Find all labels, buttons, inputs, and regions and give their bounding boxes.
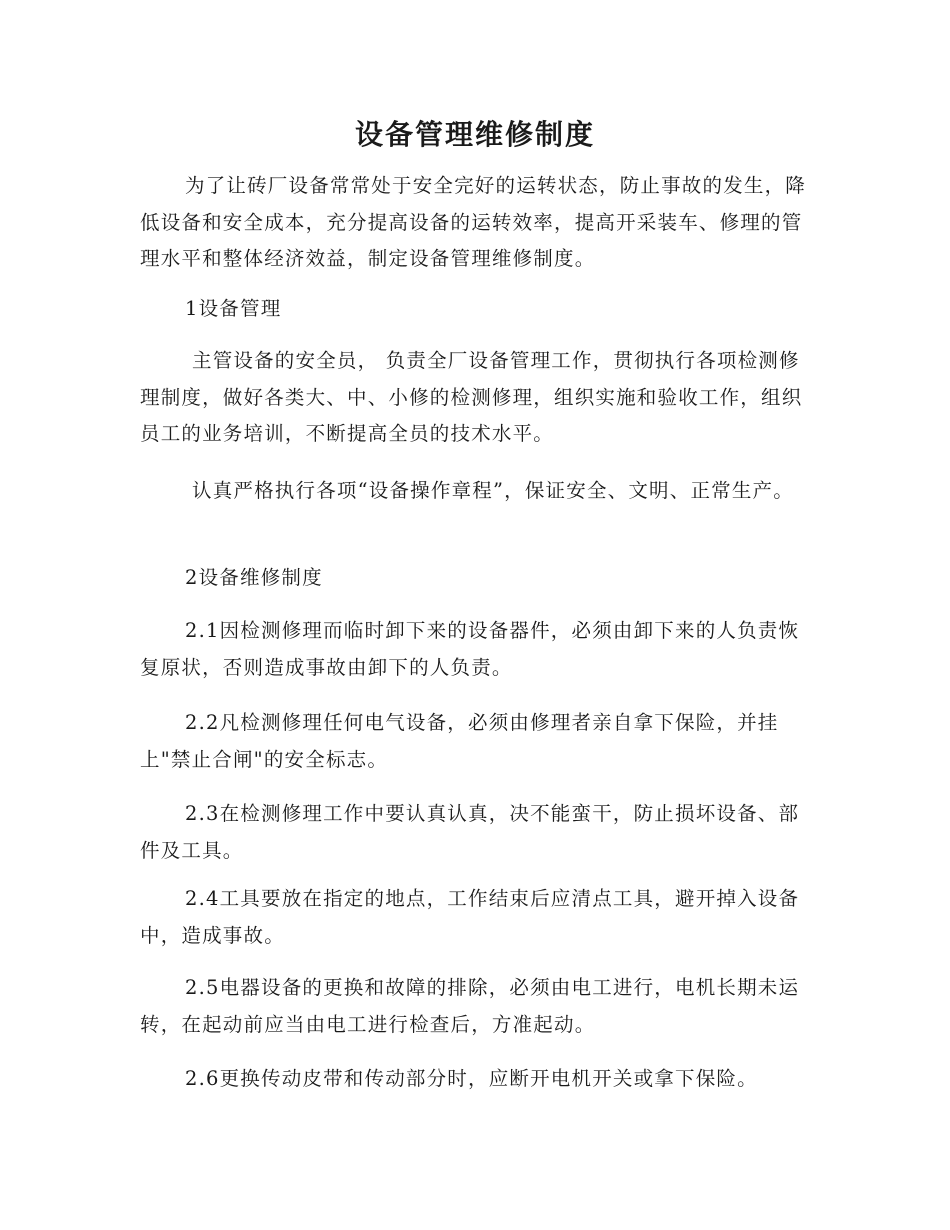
rule-2-2: 2.2凡检测修理任何电气设备，必须由修理者亲自拿下保险，并挂上"禁止合闸"的安全标志。 [140, 711, 779, 771]
intro-paragraph: 为了让砖厂设备常常处于安全完好的运转状态，防止事故的发生，降低设备和安全成本，充分提高设备的运转效率，提高开采装车、修理的管理水平和整体经济效益，制定设备管理维修制度。 [140, 174, 807, 270]
section-1-paragraph-2: 认真严格执行各项“设备操作章程”，保证安全、文明、正常生产。 [192, 479, 794, 502]
section-1-heading: 1设备管理 [185, 297, 282, 320]
section-2-heading: 2设备维修制度 [185, 566, 323, 589]
rule-2-6: 2.6更换传动皮带和传动部分时，应断开电机开关或拿下保险。 [185, 1067, 758, 1090]
rule-2-1: 2.1因检测修理而临时卸下来的设备器件，必须由卸下来的人负责恢复原状，否则造成事故由卸下的人负责。 [140, 619, 800, 679]
document-title: 设备管理维修制度 [354, 118, 595, 151]
rule-2-3: 2.3在检测修理工作中要认真认真，决不能蛮干，防止损坏设备、部件及工具。 [140, 802, 800, 862]
rule-2-4: 2.4工具要放在指定的地点，工作结束后应清点工具，避开掉入设备中，造成事故。 [140, 887, 800, 947]
rule-2-5: 2.5电器设备的更换和故障的排除，必须由电工进行，电机长期未运转，在起动前应当由电工进行检查后，方准起动。 [140, 976, 800, 1036]
section-1-paragraph-1: 主管设备的安全员， 负责全厂设备管理工作，贯彻执行各项检测修理制度，做好各类大、中、小修的检测修理，组织实施和验收工作，组织员工的业务培训，不断提高全员的技术水平。 [140, 349, 803, 445]
